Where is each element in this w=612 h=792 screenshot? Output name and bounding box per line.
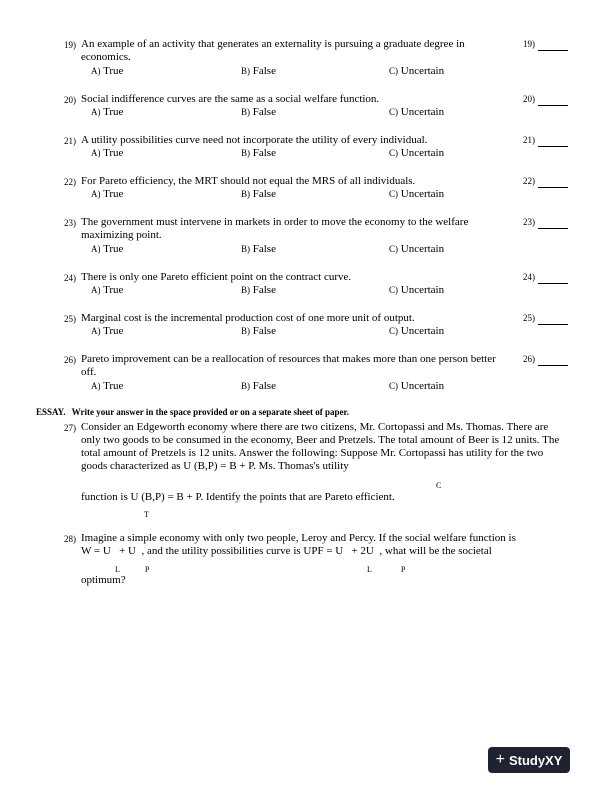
- choice-b[interactable]: B) False: [241, 243, 276, 255]
- answer-blank[interactable]: 20): [523, 93, 568, 106]
- answer-blank[interactable]: 25): [523, 312, 568, 325]
- subscript-l2: L: [367, 565, 372, 574]
- choice-c[interactable]: C) Uncertain: [389, 106, 445, 118]
- answer-blank[interactable]: 19): [523, 38, 568, 51]
- essay-instructions: Write your answer in the space provided or on a separate sheet of paper.: [71, 407, 349, 417]
- question-text-line2: W = U + U , and the utility possibilities curve is UPF = U + 2U , what will be the societal: [81, 545, 492, 557]
- choice-a[interactable]: A) True: [91, 284, 124, 296]
- question-stem: For Pareto efficiency, the MRT should not equal the MRS of all individuals.: [81, 175, 416, 187]
- choice-b[interactable]: B) False: [241, 188, 276, 200]
- answer-blank[interactable]: 21): [523, 134, 568, 147]
- choice-a[interactable]: A) True: [91, 147, 124, 159]
- choice-c[interactable]: C) Uncertain: [389, 65, 445, 77]
- answer-blank[interactable]: 23): [523, 216, 568, 229]
- choice-c[interactable]: C) Uncertain: [389, 188, 445, 200]
- choice-c[interactable]: C) Uncertain: [389, 380, 445, 392]
- studyxy-logo: [488, 747, 570, 773]
- choice-c[interactable]: C) Uncertain: [389, 243, 445, 255]
- choice-a[interactable]: A) True: [91, 243, 124, 255]
- question-number: 23): [64, 218, 76, 228]
- question-stem: Marginal cost is the incremental production cost of one more unit of output.: [81, 312, 415, 324]
- question-stem: An example of an activity that generates an externality is pursuing a graduate degree in economics.: [81, 38, 465, 63]
- question-number: 26): [64, 355, 76, 365]
- question-number: 21): [64, 136, 76, 146]
- question-number: 19): [64, 40, 76, 50]
- choice-c[interactable]: C) Uncertain: [389, 325, 445, 337]
- question-stem: Pareto improvement can be a reallocation of resources that makes more than one person better off.: [81, 353, 496, 378]
- subscript-t: T: [144, 510, 149, 519]
- choice-b[interactable]: B) False: [241, 147, 276, 159]
- choice-b[interactable]: B) False: [241, 106, 276, 118]
- choice-a[interactable]: A) True: [91, 325, 124, 337]
- choice-a[interactable]: A) True: [91, 380, 124, 392]
- choice-a[interactable]: A) True: [91, 188, 124, 200]
- choice-b[interactable]: B) False: [241, 284, 276, 296]
- question-text-continued: function is U (B,P) = B + P. Identify the points that are Pareto efficient.: [81, 491, 395, 503]
- question-stem: A utility possibilities curve need not incorporate the utility of every individual.: [81, 134, 428, 146]
- choice-b[interactable]: B) False: [241, 325, 276, 337]
- question-stem: The government must intervene in markets in order to move the economy to the welfare maximizing point.: [81, 216, 469, 241]
- question-number: 22): [64, 177, 76, 187]
- choice-c[interactable]: C) Uncertain: [389, 284, 445, 296]
- question-number: 25): [64, 314, 76, 324]
- subscript-p2: P: [401, 565, 406, 574]
- question-text-line3: optimum?: [81, 574, 126, 586]
- choice-a[interactable]: A) True: [91, 106, 124, 118]
- question-text: Imagine a simple economy with only two people, Leroy and Percy. If the social welfare function is: [81, 532, 516, 544]
- answer-blank[interactable]: 22): [523, 175, 568, 188]
- question-stem: There is only one Pareto efficient point on the contract curve.: [81, 271, 352, 283]
- answer-blank[interactable]: 24): [523, 271, 568, 284]
- question-number: 28): [64, 534, 76, 544]
- subscript-l1: L: [115, 565, 120, 574]
- logo-text: StudyXY: [508, 752, 563, 768]
- question-stem: Social indifference curves are the same as a social welfare function.: [81, 93, 380, 105]
- essay-label: ESSAY.: [36, 407, 66, 417]
- question-text: Consider an Edgeworth economy where there are two citizens, Mr. Cortopassi and Ms. Thomas. There are only two goods to be consumed in the economy, Beer and Pretzels. The total amount of Beer is 12 units. The total amount of Pretzels is 12 units. Answer the following: Suppose Mr. Cortopassi has utility for the two goods characterized as U (B,P) = B + P. Ms. Thomas's utility: [81, 421, 560, 472]
- question-number: 24): [64, 273, 76, 283]
- choice-a[interactable]: A) True: [91, 65, 124, 77]
- choice-c[interactable]: C) Uncertain: [389, 147, 445, 159]
- subscript-c: C: [436, 481, 442, 490]
- plus-icon: +: [495, 751, 505, 768]
- essay-heading: [36, 407, 349, 417]
- choice-b[interactable]: B) False: [241, 380, 276, 392]
- answer-blank[interactable]: 26): [523, 353, 568, 366]
- subscript-p1: P: [145, 565, 150, 574]
- choice-b[interactable]: B) False: [241, 65, 276, 77]
- question-number: 20): [64, 95, 76, 105]
- question-number: 27): [64, 423, 76, 433]
